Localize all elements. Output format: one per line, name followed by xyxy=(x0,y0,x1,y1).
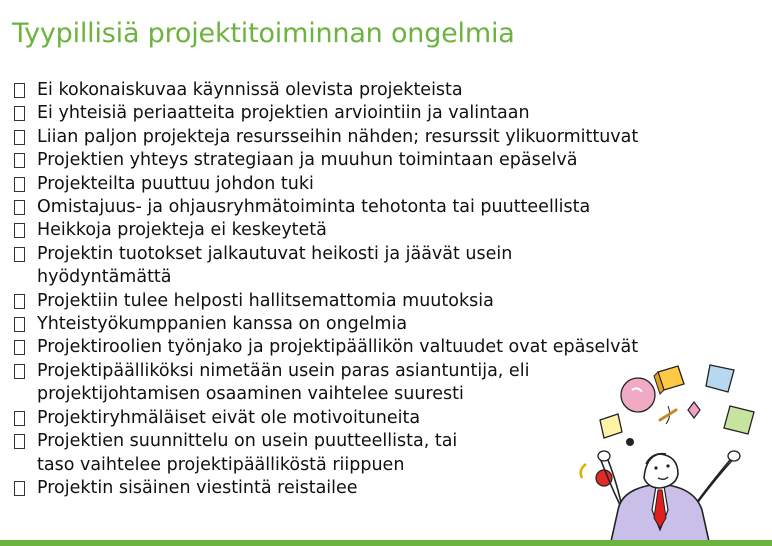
list-item xyxy=(14,336,638,359)
list-item-text: Projektiroolien työnjako ja projektipäällikön valtuudet ovat epäselvät xyxy=(37,337,639,358)
pink-diamond-icon xyxy=(688,402,700,418)
list-item xyxy=(14,196,638,219)
list-item xyxy=(14,430,638,477)
list-item-text: Yhteistyökumppanien kanssa on ongelmia xyxy=(37,314,408,335)
square-bullet-icon xyxy=(14,364,25,379)
square-bullet-icon xyxy=(14,434,25,449)
juggling-businessman-icon xyxy=(560,360,770,546)
list-item-text: Projektin sisäinen viestintä reistailee xyxy=(37,477,358,498)
pink-ball-icon xyxy=(621,378,655,412)
list-item-text: Projektipäälliköksi nimetään usein paras asiantuntija, eli projektijohtamisen osaaminen vaihtelee suuresti xyxy=(37,360,530,405)
list-item-text: Projektin tuotokset jalkautuvat heikosti ja jäävät usein hyödyntämättä xyxy=(37,243,513,288)
list-item-text: Projektiryhmäläiset eivät ole motivoituneita xyxy=(37,407,421,428)
list-item-text: Projektien yhteys strategiaan ja muuhun toimintaan epäselvä xyxy=(37,150,578,171)
slide-title: Tyypillisiä projektitoiminnan ongelmia xyxy=(12,18,515,49)
bottom-accent-bar xyxy=(0,540,772,546)
list-item xyxy=(14,360,638,407)
list-item xyxy=(14,477,638,500)
list-item xyxy=(14,290,638,313)
list-item xyxy=(14,219,638,242)
square-bullet-icon xyxy=(14,481,25,496)
yellow-cube-icon xyxy=(600,414,622,438)
square-bullet-icon xyxy=(14,340,25,355)
green-sheet-icon xyxy=(724,406,754,434)
square-bullet-icon xyxy=(14,247,25,262)
list-item-text: Projekteilta puuttuu johdon tuki xyxy=(37,173,314,194)
dot-icon xyxy=(626,438,634,446)
list-item xyxy=(14,149,638,172)
list-item-text: Projektiin tulee helposti hallitsemattomia muutoksia xyxy=(37,290,494,311)
list-item-text: Liian paljon projekteja resursseihin nähden; resurssit ylikuormittuvat xyxy=(37,126,639,147)
square-bullet-icon xyxy=(14,153,25,168)
square-bullet-icon xyxy=(14,223,25,238)
paper-sheet-icon xyxy=(706,365,734,392)
square-bullet-icon xyxy=(14,130,25,145)
list-item xyxy=(14,173,638,196)
square-bullet-icon xyxy=(14,317,25,332)
list-item-text: Projektien suunnittelu on usein puutteellista, tai taso vaihtelee projektipäälliköstä riippuen xyxy=(37,431,458,475)
list-item-text: Ei kokonaiskuvaa käynnissä olevista projekteista xyxy=(37,80,463,100)
list-item-text: Ei yhteisiä periaatteita projektien arviointiin ja valintaan xyxy=(37,103,530,124)
list-item xyxy=(14,243,638,290)
list-item xyxy=(14,102,638,125)
list-item-text: Omistajuus- ja ohjausryhmätoiminta tehotonta tai puutteellista xyxy=(37,197,591,218)
square-bullet-icon xyxy=(14,177,25,192)
list-item xyxy=(14,407,638,430)
problem-list xyxy=(14,79,638,500)
list-item xyxy=(14,313,638,336)
square-bullet-icon xyxy=(14,294,25,309)
square-bullet-icon xyxy=(14,200,25,215)
list-item xyxy=(14,126,638,149)
list-item-text: Heikkoja projekteja ei keskeytetä xyxy=(37,220,327,241)
square-bullet-icon xyxy=(14,411,25,426)
list-item xyxy=(14,79,638,102)
square-bullet-icon xyxy=(14,83,25,98)
square-bullet-icon xyxy=(14,106,25,121)
